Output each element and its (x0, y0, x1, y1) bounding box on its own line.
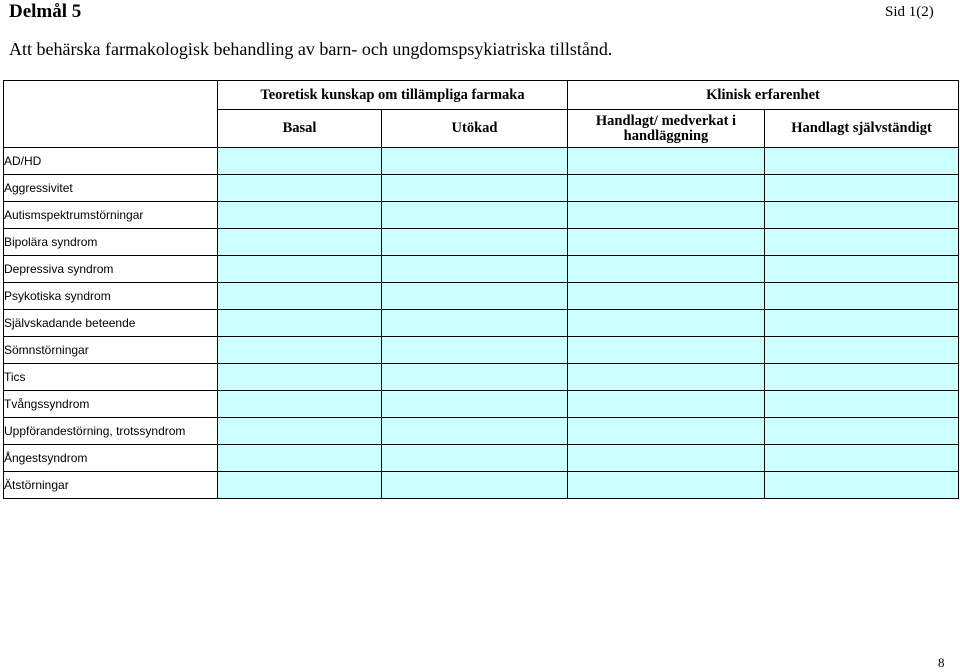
input-cell-handlagt-sjalvstandigt[interactable] (765, 472, 959, 499)
table-row (4, 310, 959, 337)
input-cell-utokad[interactable] (382, 202, 568, 229)
input-cell-basal[interactable] (218, 148, 382, 175)
input-cell-handlagt-medverkat[interactable] (568, 472, 765, 499)
input-cell-basal[interactable] (218, 472, 382, 499)
corner-cell (4, 81, 218, 148)
row-label: Sömnstörningar (4, 337, 218, 364)
table-row (4, 256, 959, 283)
clinical-group-header: Klinisk erfarenhet (568, 81, 959, 110)
input-cell-utokad[interactable] (382, 148, 568, 175)
input-cell-utokad[interactable] (382, 337, 568, 364)
row-label: AD/HD (4, 148, 218, 175)
col-header-handlagt-medverkat: Handlagt/ medverkat i handläggning (568, 110, 765, 148)
input-cell-basal[interactable] (218, 202, 382, 229)
input-cell-utokad[interactable] (382, 472, 568, 499)
input-cell-handlagt-sjalvstandigt[interactable] (765, 445, 959, 472)
input-cell-handlagt-sjalvstandigt[interactable] (765, 202, 959, 229)
input-cell-utokad[interactable] (382, 175, 568, 202)
table-row (4, 283, 959, 310)
input-cell-basal[interactable] (218, 364, 382, 391)
input-cell-handlagt-medverkat[interactable] (568, 283, 765, 310)
input-cell-handlagt-sjalvstandigt[interactable] (765, 391, 959, 418)
input-cell-basal[interactable] (218, 418, 382, 445)
input-cell-basal[interactable] (218, 256, 382, 283)
row-label: Autismspektrumstörningar (4, 202, 218, 229)
col-header-handlagt-sjalvstandigt: Handlagt självständigt (765, 110, 959, 148)
theory-group-header: Teoretisk kunskap om tillämpliga farmaka (218, 81, 568, 110)
input-cell-handlagt-medverkat[interactable] (568, 445, 765, 472)
input-cell-handlagt-sjalvstandigt[interactable] (765, 256, 959, 283)
input-cell-utokad[interactable] (382, 256, 568, 283)
input-cell-handlagt-medverkat[interactable] (568, 256, 765, 283)
input-cell-handlagt-sjalvstandigt[interactable] (765, 337, 959, 364)
input-cell-handlagt-medverkat[interactable] (568, 202, 765, 229)
document-title: Delmål 5 (9, 1, 82, 22)
input-cell-basal[interactable] (218, 337, 382, 364)
row-label: Uppförandestörning, trotssyndrom (4, 418, 218, 445)
col-header-basal: Basal (218, 110, 382, 148)
input-cell-utokad[interactable] (382, 283, 568, 310)
input-cell-handlagt-sjalvstandigt[interactable] (765, 283, 959, 310)
document-subtitle: Att behärska farmakologisk behandling av barn- och ungdomspsykiatriska tillstånd. (9, 39, 613, 59)
table-row (4, 364, 959, 391)
competence-table (3, 80, 959, 499)
row-label: Tvångssyndrom (4, 391, 218, 418)
input-cell-basal[interactable] (218, 445, 382, 472)
input-cell-handlagt-sjalvstandigt[interactable] (765, 229, 959, 256)
table-row (4, 229, 959, 256)
input-cell-handlagt-medverkat[interactable] (568, 364, 765, 391)
row-label: Bipolära syndrom (4, 229, 218, 256)
table-row (4, 202, 959, 229)
input-cell-handlagt-medverkat[interactable] (568, 337, 765, 364)
input-cell-utokad[interactable] (382, 229, 568, 256)
table-row (4, 391, 959, 418)
table-row (4, 175, 959, 202)
col-header-utokad: Utökad (382, 110, 568, 148)
input-cell-handlagt-medverkat[interactable] (568, 418, 765, 445)
group-header-row (4, 81, 959, 110)
row-label: Aggressivitet (4, 175, 218, 202)
table-row (4, 337, 959, 364)
input-cell-handlagt-sjalvstandigt[interactable] (765, 148, 959, 175)
input-cell-handlagt-medverkat[interactable] (568, 391, 765, 418)
input-cell-basal[interactable] (218, 310, 382, 337)
input-cell-handlagt-medverkat[interactable] (568, 175, 765, 202)
row-label: Tics (4, 364, 218, 391)
table-row (4, 148, 959, 175)
input-cell-utokad[interactable] (382, 418, 568, 445)
input-cell-basal[interactable] (218, 283, 382, 310)
input-cell-basal[interactable] (218, 391, 382, 418)
row-label: Psykotiska syndrom (4, 283, 218, 310)
input-cell-basal[interactable] (218, 229, 382, 256)
input-cell-handlagt-sjalvstandigt[interactable] (765, 175, 959, 202)
page-number: 8 (938, 655, 945, 670)
input-cell-handlagt-sjalvstandigt[interactable] (765, 310, 959, 337)
input-cell-utokad[interactable] (382, 364, 568, 391)
page-indicator: Sid 1(2) (885, 4, 934, 20)
input-cell-handlagt-medverkat[interactable] (568, 229, 765, 256)
row-label: Ångestsyndrom (4, 445, 218, 472)
input-cell-handlagt-sjalvstandigt[interactable] (765, 364, 959, 391)
input-cell-handlagt-medverkat[interactable] (568, 310, 765, 337)
input-cell-handlagt-sjalvstandigt[interactable] (765, 418, 959, 445)
row-label: Depressiva syndrom (4, 256, 218, 283)
input-cell-basal[interactable] (218, 175, 382, 202)
row-label: Självskadande beteende (4, 310, 218, 337)
input-cell-utokad[interactable] (382, 310, 568, 337)
input-cell-handlagt-medverkat[interactable] (568, 148, 765, 175)
table-row (4, 418, 959, 445)
table-row (4, 472, 959, 499)
input-cell-utokad[interactable] (382, 391, 568, 418)
input-cell-utokad[interactable] (382, 445, 568, 472)
table-row (4, 445, 959, 472)
row-label: Ätstörningar (4, 472, 218, 499)
